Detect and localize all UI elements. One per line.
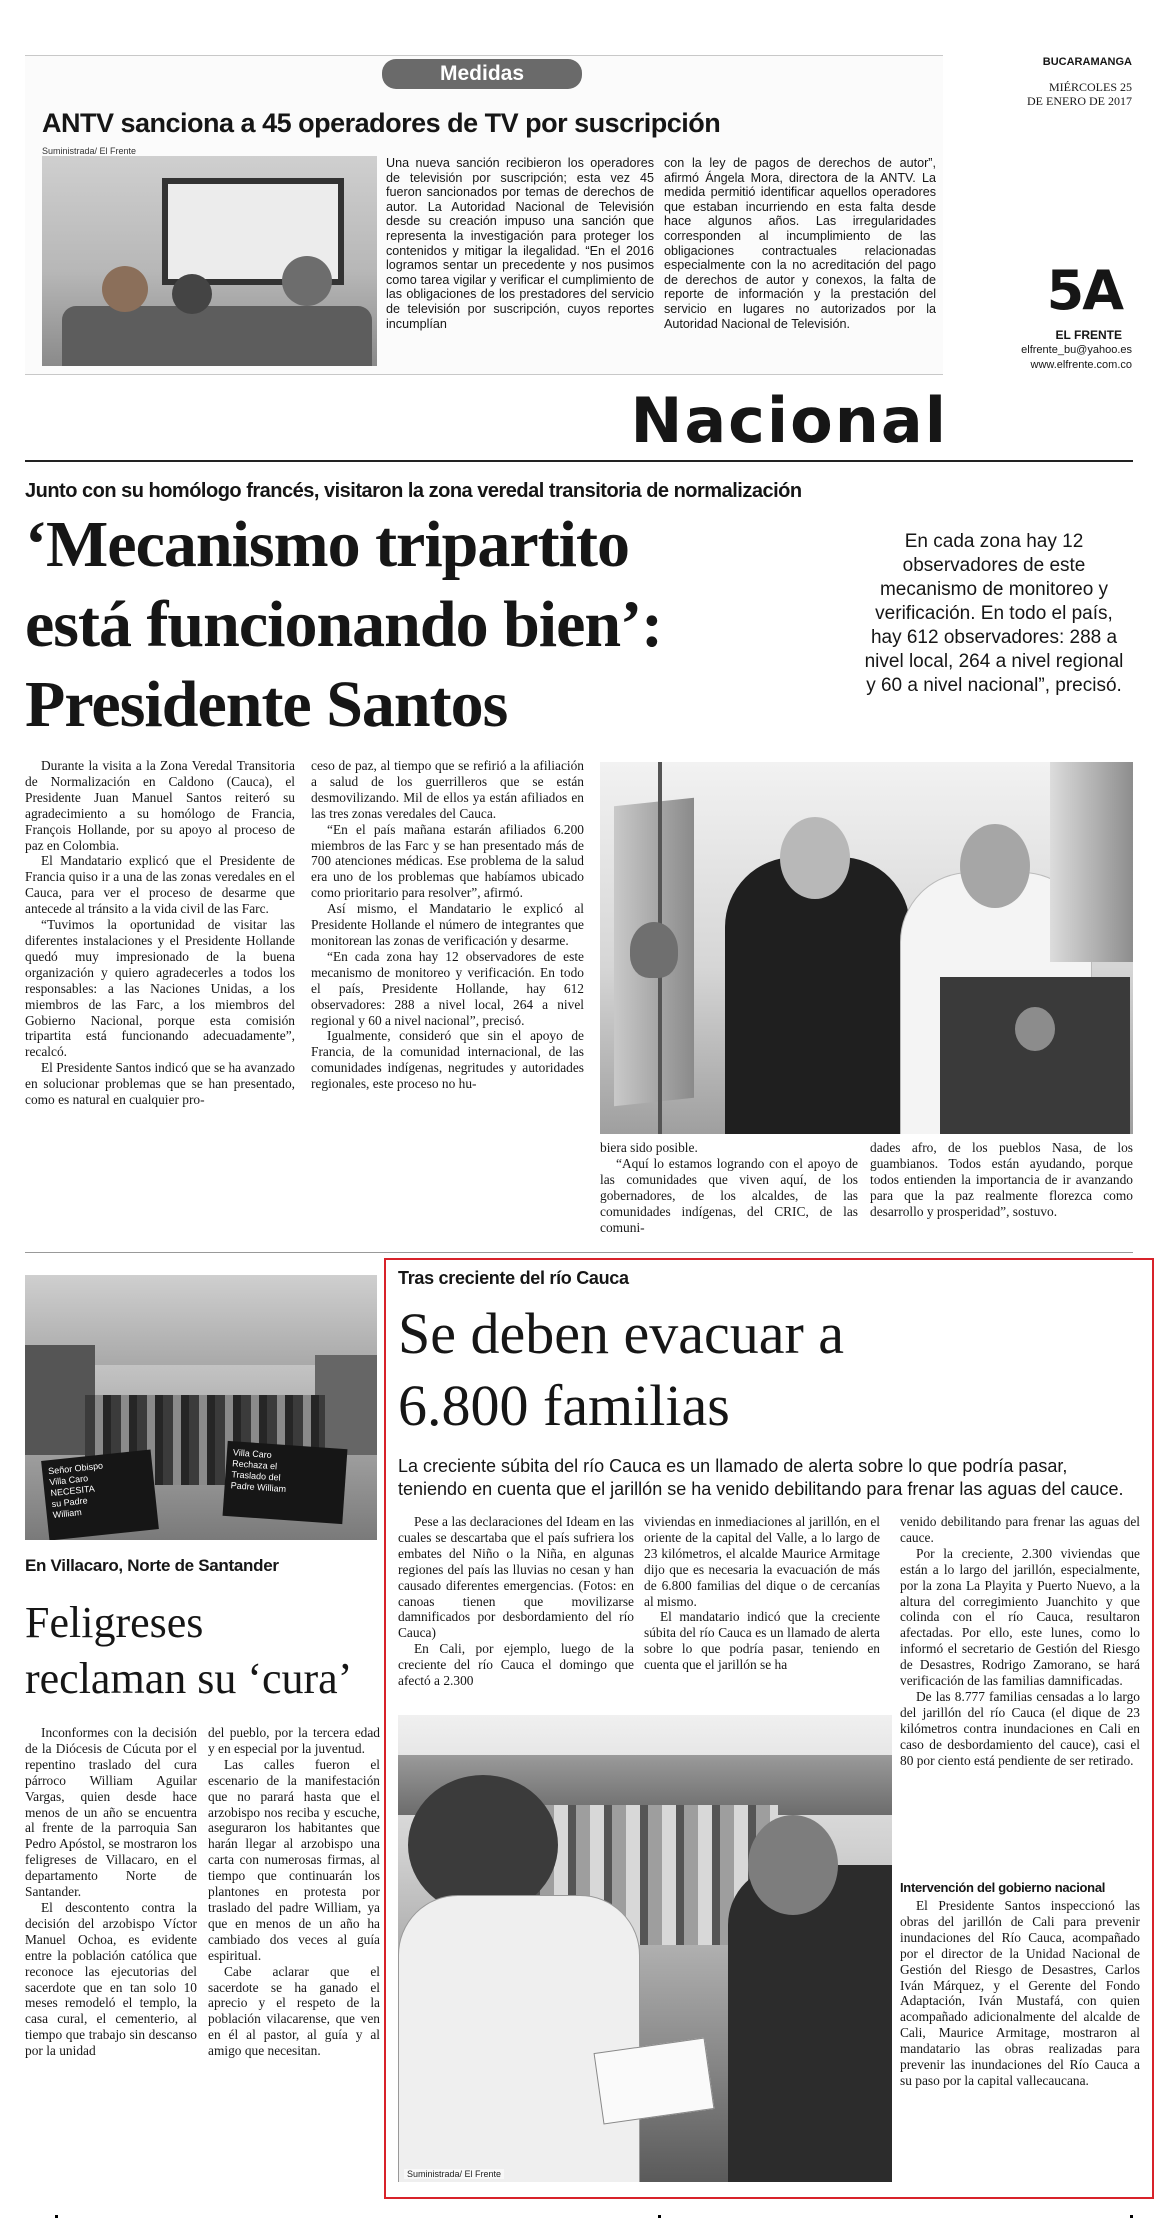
- cauca-headline-line-1: Se deben evacuar a: [398, 1301, 845, 1366]
- person-santos-body: [398, 1895, 640, 2182]
- lead-pullquote: En cada zona hay 12 observadores de este mecanismo de monitoreo y verificación. En todo el país, hay 612 observadores: 288 a nivel local, 264 a nivel regional y 60 a nivel nacional”, precisó.: [864, 531, 1124, 696]
- person-1: [102, 266, 148, 312]
- brief-photo-credit: Suministrada/ El Frente: [42, 146, 137, 156]
- lead-col4: [870, 1140, 1133, 1242]
- hollande-head: [780, 817, 850, 899]
- cauca-col2: [644, 1514, 880, 1710]
- brief-photo: [42, 156, 377, 366]
- protest-sign-1-text: Señor Obispo Villa Caro NECESITA su Padre William: [47, 1460, 104, 1521]
- masthead-city: BUCARAMANGA: [1042, 56, 1132, 68]
- person-3: [282, 256, 332, 306]
- masthead-date: MIÉRCOLES 25 DE ENERO DE 2017: [1027, 80, 1132, 108]
- villacaro-col1: [25, 1725, 197, 2195]
- person-2: [172, 274, 212, 314]
- paragraph: Por la creciente, 2.300 viviendas que están a lo largo del jarillón, especialmente, por la zona La Playita y Puerto Nuevo, a la altura del corregimiento Juanchito y que colinda con el río Cauca, resultaron afectadas. Por ello, este lunes, como lo informó el secretario de Gestión del Riesgo de Desastres, Rodrigo Zamorano, se hará verificación de las familias damnificadas.: [900, 1545, 1140, 1689]
- person-santos-cap: [408, 1775, 558, 1915]
- villacaro-kicker: En Villacaro, Norte de Santander: [25, 1556, 279, 1575]
- paragraph: ceso de paz, al tiempo que se refirió a la afiliación a salud de los guerrilleros que se están desmovilizando. Mil de ellos ya están afiliados en las tres zonas veredales del Cauca.: [311, 758, 584, 821]
- section-title: Nacional: [630, 384, 948, 457]
- protest-sign-1: [41, 1449, 159, 1540]
- section-rule: [25, 460, 1133, 462]
- registration-mark: [55, 2215, 58, 2218]
- paragraph: Durante la visita a la Zona Veredal Transitoria de Normalización en Caldono (Cauca), el Presidente Juan Manuel Santos reiteró su agradecimiento a su homólogo de Francia, François Hollande, por su apoyo al proceso de paz en Colombia.: [25, 758, 295, 853]
- podium-seal: [1015, 1007, 1055, 1051]
- paragraph: En Cali, por ejemplo, luego de la creciente del río Cauca el domingo que afectó a 2.300: [398, 1641, 634, 1689]
- paragraph: El Presidente Santos inspeccionó las obras del jarillón de Cali para prevenir inundaciones del Río Cauca, acompañado por el director de la Unidad Nacional de Gestión del Riesgo de Desastres, Carlos Iván Márquez, y el Gerente del Fondo Adaptación, Iván Mustafá, con quien acompañado adicionalmente del alcalde de Cali, Maurice Armitage, mostraron al mandatario las obras realizadas para prevenir las inundaciones del Río Cauca a su paso por la capital vallecaucana.: [900, 1898, 1140, 2088]
- santos-head: [960, 824, 1030, 908]
- cauca-headline-line-2: 6.800 familias: [398, 1373, 730, 1438]
- coat-of-arms: [630, 922, 678, 978]
- lead-col2: [311, 758, 584, 1238]
- paragraph: Igualmente, consideró que sin el apoyo de Francia, de la comunidad internacional, de las comunidades indígenas, negritudes y autoridades regionales, este proceso no hu-: [311, 1028, 584, 1092]
- paragraph: De las 8.777 familias censadas a lo largo del jarillón del río Cauca (el dique de 23 kilómetros contra inundaciones en Cali en caso de desbordamiento del cauce), casi el 80 por ciento está pendiente de ser retirado.: [900, 1688, 1140, 1768]
- registration-mark: [658, 2215, 661, 2218]
- cauca-subhead: Intervención del gobierno nacional: [900, 1880, 1106, 1895]
- paragraph: del pueblo, por la tercera edad y en especial por la juventud.: [208, 1725, 380, 1756]
- paragraph: El mandatario indicó que la creciente súbita del río Cauca es un llamado de alerta sobre lo que podría pasar, teniendo en cuenta que el jarillón se ha: [644, 1609, 880, 1673]
- paper-email[interactable]: elfrente_bu@yahoo.es: [1021, 344, 1132, 356]
- lead-photo: [600, 762, 1133, 1134]
- cauca-col1: [398, 1514, 634, 1710]
- person-right-head: [748, 1815, 838, 1915]
- paper-website[interactable]: www.elfrente.com.co: [1030, 359, 1132, 371]
- brief-headline: ANTV sanciona a 45 operadores de TV por suscripción: [42, 108, 721, 138]
- paper-name: EL FRENTE: [1055, 328, 1122, 342]
- paragraph: Pese a las declaraciones del Ideam en las cuales se descartaba que el país sufriera los embates del Niño o la Niña, en algunas regiones del país las lluvias no cesan y han causado diferentes emergencias. (Fotos: en canoas tienen que movilizarse damnificados por desbordamiento del río Cauca): [398, 1514, 634, 1641]
- paragraph: El Presidente Santos indicó que se ha avanzado en solucionar problemas que se han presentado, como es natural en cualquier pro-: [25, 1060, 295, 1108]
- lead-kicker: Junto con su homólogo francés, visitaron la zona veredal transitoria de normalización: [25, 480, 802, 502]
- page-number: 5A: [1046, 259, 1122, 322]
- flag-france: [1050, 762, 1133, 962]
- brief-tag: Medidas: [382, 59, 582, 89]
- paragraph: “En el país mañana estarán afiliados 6.200 miembros de las Farc y se han presentado más de 700 atenciones médicas. Ese problema de la salud era uno de los problemas que habíamos ubicado como prioritario para resolver”, afirmó.: [311, 821, 584, 901]
- paragraph: viviendas en inmediaciones al jarillón, en el oriente de la capital del Valle, a lo largo de 23 kilómetros, el alcalde Maurice Armitage dijo que es necesaria la evacuación de más de 6.800 familias del dique o de cercanías al mismo.: [644, 1514, 880, 1609]
- paragraph: “Tuvimos la oportunidad de visitar las diferentes instalaciones y el Presidente Hollande quedó muy impresionado de la buena organización y quiero agradecerles a todos los responsables: a las Naciones Unidas, a los miembros de las Farc, a los miembros del Gobierno Nacional, porque esta comisión tripartita está funcionando adecuadamente”, recalcó.: [25, 917, 295, 1060]
- paragraph: El descontento contra la decisión del arzobispo Víctor Manuel Ochoa, es evidente entre la población católica que reconoce las ejecutorias del sacerdote que en tan solo 10 meses remodeló el templo, la casa cural, el cementerio, al tiempo que trabajo sin descanso por la unidad: [25, 1899, 197, 2059]
- villacaro-col2: [208, 1725, 380, 2195]
- paragraph: “En cada zona hay 12 observadores de este mecanismo de monitoreo y verificación. En todo el país, Presidente Hollande, hay 612 observadores: 288 a nivel local, 264 a nivel regional y 60 a nivel nacional”, precisó.: [311, 948, 584, 1028]
- cauca-deck: La creciente súbita del río Cauca es un llamado de alerta sobre lo que podría pasar, teniendo en cuenta que el jarillón se ha venido debilitando para frenar las aguas del cauce.: [398, 1456, 1124, 1499]
- paragraph: biera sido posible.: [600, 1140, 698, 1155]
- lead-headline-line-3: Presidente Santos: [25, 668, 508, 741]
- paragraph: Así mismo, el Mandatario le explicó al Presidente Hollande el número de integrantes que monitorean las zonas de verificación y desarme.: [311, 901, 584, 948]
- brief-col1: Una nueva sanción recibieron los operadores de televisión por suscripción; esta vez 45 fueron sancionados por temas de derechos de autor. La Autoridad Nacional de Televisión desde su creación impuso una sanción que representa la investigación para proteger los contenidos y mitigar la ilegalidad. “En el 2016 logramos sentar un precedente y nos pusimos como tarea vigilar y verificar el cumplimiento de las obligaciones de los prestadores del servicio de televisión por suscripción, cuyos reportes incumplían: [386, 156, 654, 331]
- cauca-photo-credit: Suministrada/ El Frente: [404, 2169, 504, 2179]
- registration-mark: [1130, 2215, 1133, 2218]
- person-right: [728, 1865, 892, 2182]
- paragraph: dades afro, de los pueblos Nasa, de los guambianos. Todos están ayudando, porque todos entienden la importancia de ir avanzando para que la paz realmente florezca como desarrollo y prosperidad”, sostuvo.: [870, 1140, 1133, 1219]
- paragraph: venido debilitando para frenar las aguas del cauce.: [900, 1514, 1140, 1545]
- lead-headline-line-1: ‘Mecanismo tripartito: [25, 508, 629, 581]
- lead-headline-line-2: está funcionando bien’:: [25, 588, 663, 661]
- protest-sign-2: [223, 1441, 348, 1524]
- paragraph: El Mandatario explicó que el Presidente de Francia quiso ir a una de las zonas veredales en el Cauca, para ver el proceso de desarme que antecede al tránsito a la vida civil de las Farc.: [25, 853, 295, 917]
- brief-col2: con la ley de pagos de derechos de autor”, afirmó Ángela Mora, directora de la ANTV. La medida permitió identificar aquellos operadores que estaban incurriendo en esta falta desde hace algunos años. Las irregularidades corresponden al incumplimiento de las obligaciones contractuales relacionadas especialmente con la no acreditación del pago de derechos de autor y conexos, la falta de reporte de información y la prestación del servicio en lugares no autorizados por la Autoridad Nacional de Televisión.: [664, 156, 936, 331]
- lead-col1: [25, 758, 295, 1238]
- villacaro-headline-line-1: Feligreses: [25, 1598, 204, 1647]
- paragraph: “Aquí lo estamos logrando con el apoyo de las comunidades que viven aquí, de los gobernadores, de los alcaldes, de las comunidades indígenas, del CRIC, de las comuni-: [600, 1155, 858, 1235]
- document-in-hand: [594, 2038, 715, 2125]
- paragraph: Inconformes con la decisión de la Diócesis de Cúcuta por el repentino traslado del cura párroco William Aguilar Vargas, quien desde hace menos de un año se encuentra al frente de la parroquia San Pedro Apóstol, se mostraron los feligreses de Villacaro, en el departamento Norte de Santander.: [25, 1725, 197, 1900]
- protest-sign-2-text: Villa Caro Rechaza el Traslado del Padre William: [230, 1447, 287, 1495]
- cauca-col3b: [900, 1898, 1140, 2182]
- lead-bottom-rule: [25, 1252, 1133, 1253]
- sofa: [62, 306, 372, 366]
- villacaro-headline-line-2: reclaman su ‘cura’: [25, 1654, 353, 1703]
- podium: [940, 977, 1130, 1134]
- paragraph: Las calles fueron el escenario de la manifestación que no parará hasta que el arzobispo nos reciba y escuche, aseguraron los habitantes que harán llegar al arzobispo una carta con numerosas firmas, al tiempo que continuarán los plantones en protesta por traslado del padre William, ya que en menos de un año ha cambiado dos veces al guía espiritual.: [208, 1756, 380, 1963]
- lead-col3: [600, 1140, 858, 1242]
- villacaro-photo: [25, 1275, 377, 1540]
- cauca-photo: [398, 1715, 892, 2182]
- cauca-kicker: Tras creciente del río Cauca: [398, 1268, 629, 1288]
- paragraph: Cabe aclarar que el sacerdote se ha ganado el aprecio y el respeto de la población vilacarense, que ven en él al pastor, al guía y al amigo que necesitan.: [208, 1963, 380, 2059]
- cauca-col3: [900, 1514, 1140, 1874]
